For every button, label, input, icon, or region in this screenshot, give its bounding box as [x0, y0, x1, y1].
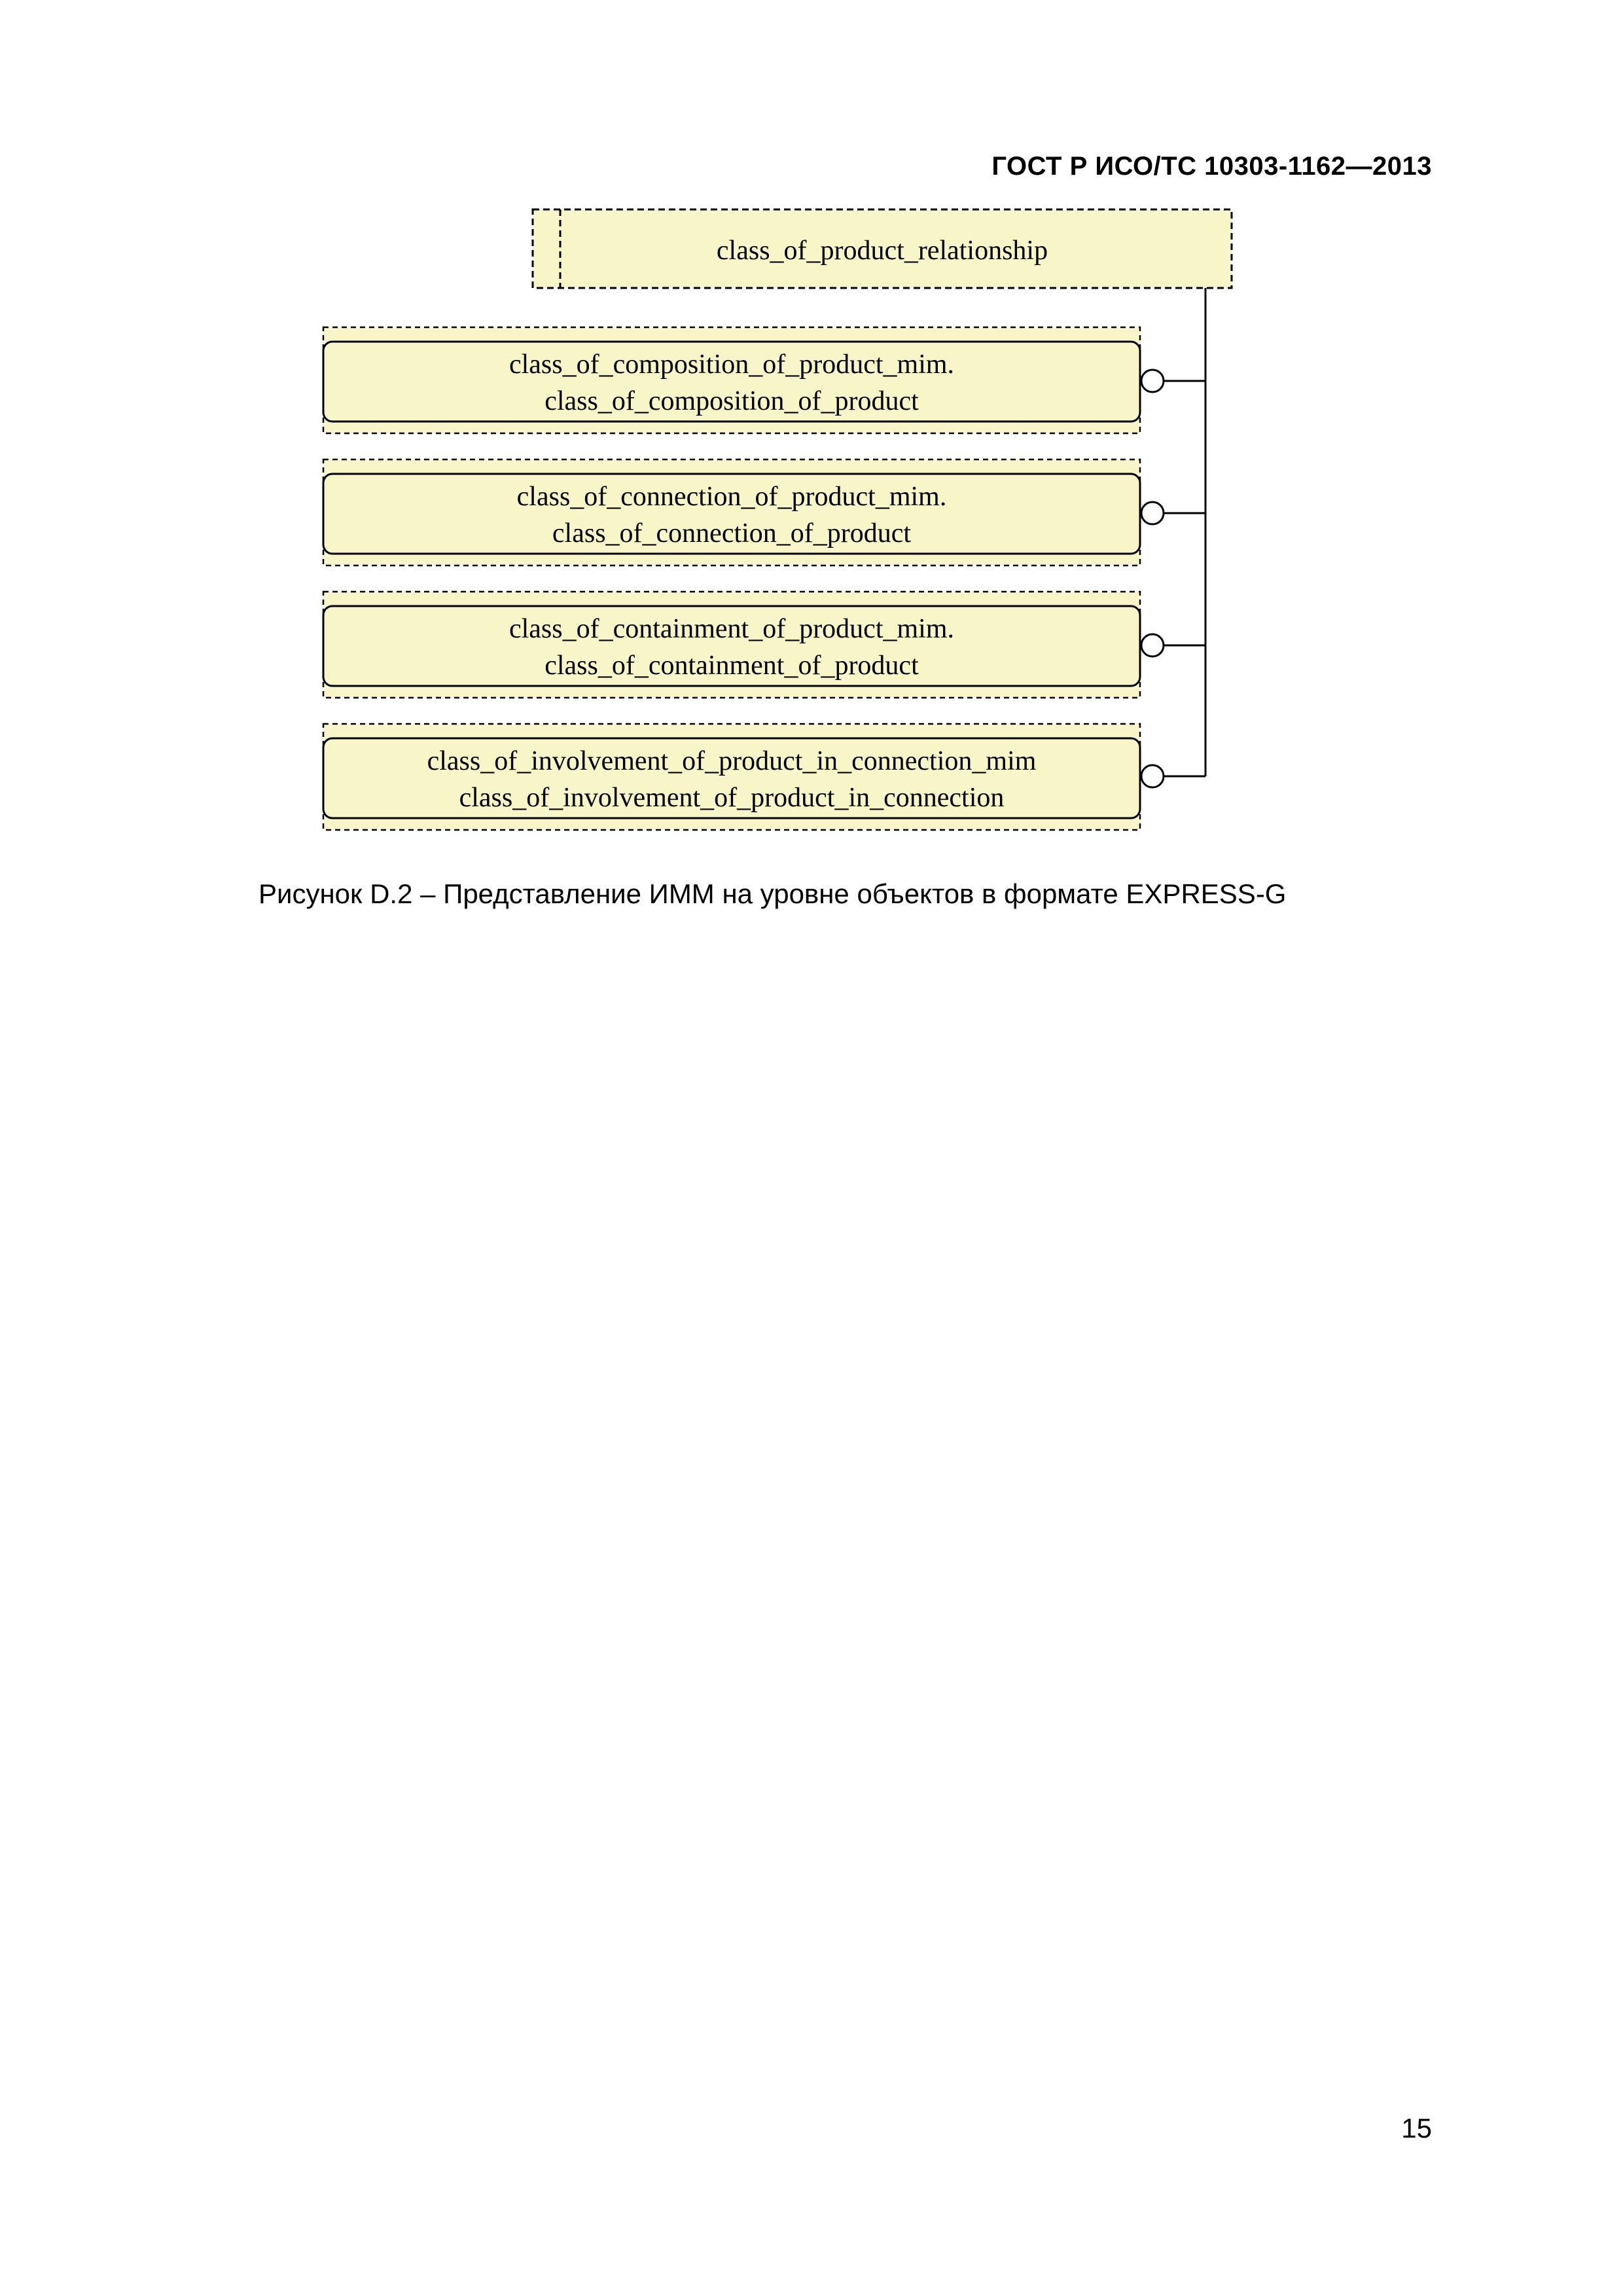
- subtype-label-line2: class_of_involvement_of_product_in_connection: [459, 783, 1005, 813]
- subtype-label-line1: class_of_containment_of_product_mim.: [508, 614, 955, 644]
- supertype-label: class_of_product_relationship: [716, 236, 1048, 266]
- subtype-relation-circle: [1141, 765, 1164, 787]
- diagram-canvas: [0, 0, 1623, 916]
- document-designation: ГОСТ Р ИСО/ТС 10303-1162—2013: [991, 152, 1432, 181]
- subtype-label-line2: class_of_composition_of_product: [544, 386, 919, 416]
- page-number: 15: [1401, 2113, 1432, 2144]
- subtype-entity-containment: [323, 592, 1205, 698]
- subtype-label-line1: class_of_involvement_of_product_in_connection_mim: [427, 746, 1037, 776]
- subtype-entity-composition: [323, 327, 1205, 433]
- express-g-diagram: [0, 0, 1623, 916]
- figure-caption: Рисунок D.2 – Представление ИММ на уровне объектов в формате EXPRESS-G: [259, 878, 1287, 909]
- subtype-relation-circle: [1141, 634, 1164, 656]
- subtype-entity-connection: [323, 459, 1205, 565]
- subtype-relation-circle: [1141, 502, 1164, 524]
- subtype-label-line2: class_of_connection_of_product: [552, 518, 912, 548]
- subtype-label-line1: class_of_composition_of_product_mim.: [508, 350, 955, 380]
- subtype-label-line2: class_of_containment_of_product: [544, 651, 919, 681]
- subtype-entity-involvement: [323, 724, 1205, 830]
- subtype-label-line1: class_of_connection_of_product_mim.: [516, 482, 947, 512]
- subtype-relation-circle: [1141, 370, 1164, 392]
- supertype-entity: [533, 209, 1232, 288]
